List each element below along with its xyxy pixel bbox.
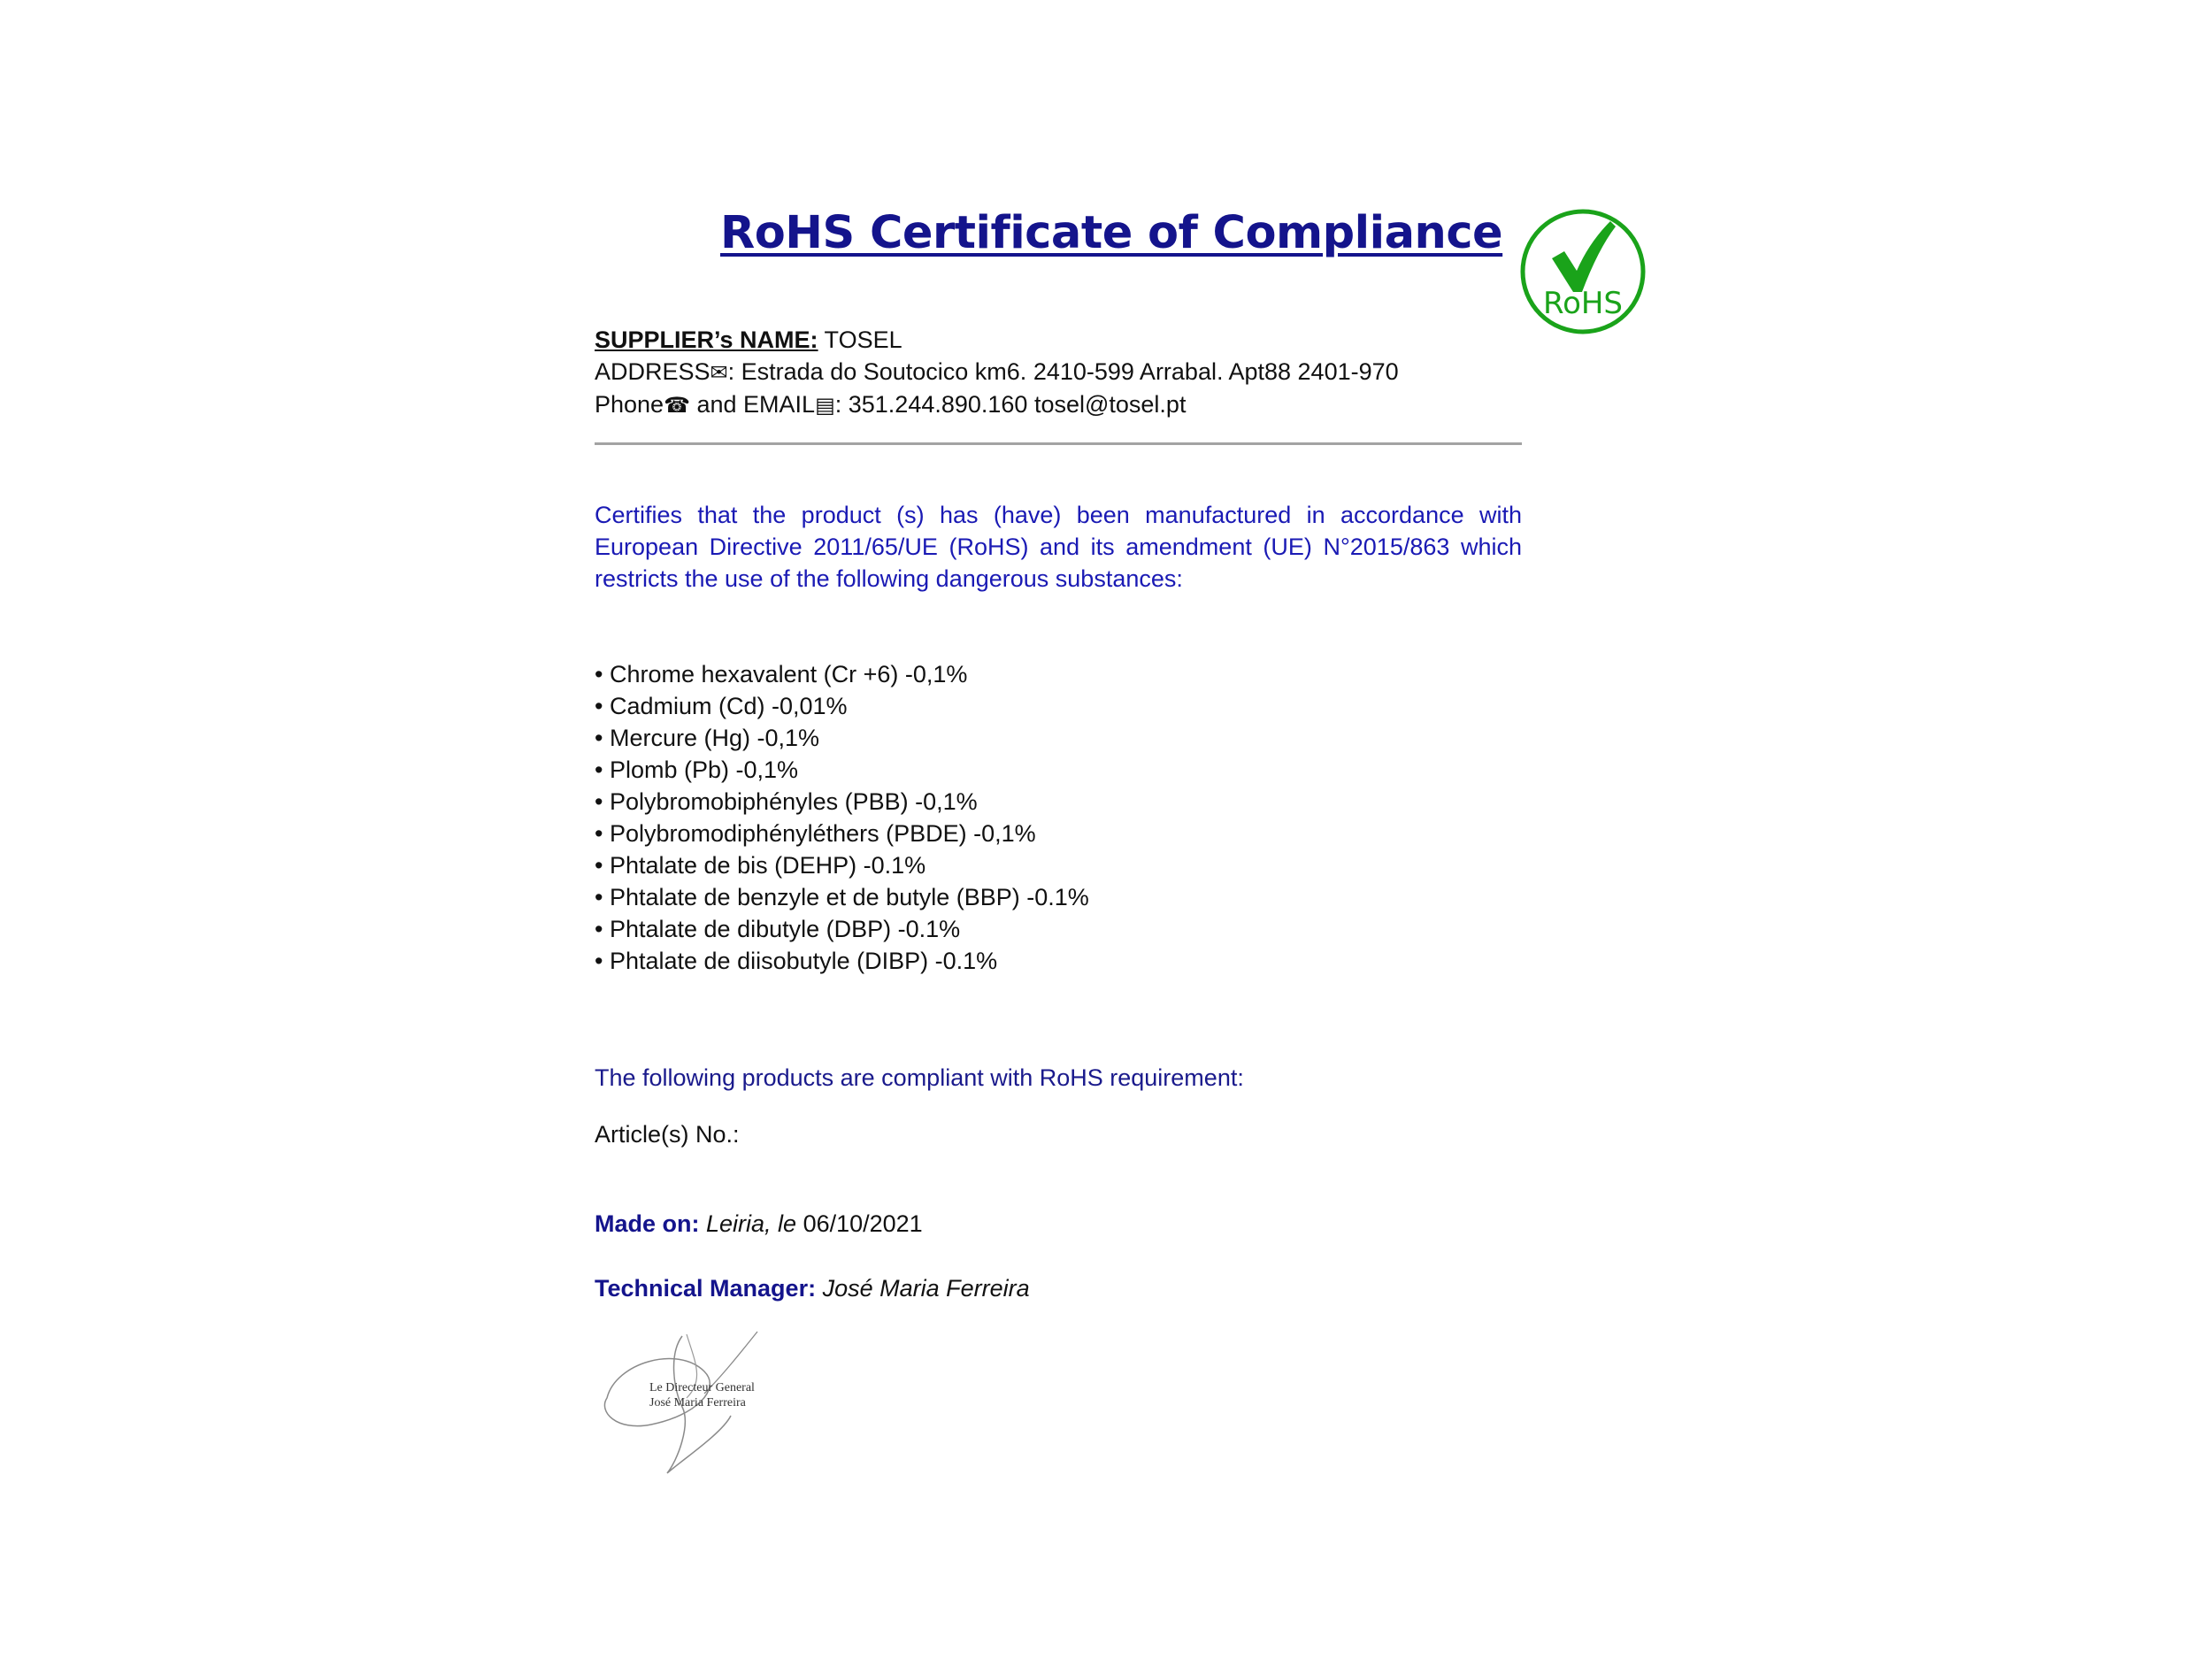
- list-item: • Phtalate de dibutyle (DBP) -0.1%: [595, 913, 1479, 945]
- envelope-icon: ✉: [710, 360, 728, 385]
- made-on-label: Made on:: [595, 1210, 700, 1237]
- page-title: RoHS Certificate of Compliance: [720, 207, 1503, 259]
- contact-value: : 351.244.890.160 tosel@tosel.pt: [834, 391, 1187, 418]
- list-item: • Phtalate de bis (DEHP) -0.1%: [595, 849, 1479, 881]
- address-value: : Estrada do Soutocico km6. 2410-599 Arrabal. Apt88 2401-970: [727, 358, 1399, 385]
- rohs-check-icon: [1518, 207, 1647, 336]
- made-on-date: 06/10/2021: [796, 1210, 923, 1237]
- divider: [595, 442, 1522, 445]
- address-label: ADDRESS: [595, 358, 710, 385]
- phone-label: Phone: [595, 391, 664, 418]
- made-on-place: Leiria, le: [699, 1210, 797, 1237]
- list-item: • Polybromobiphényles (PBB) -0,1%: [595, 786, 1479, 818]
- list-item: • Plomb (Pb) -0,1%: [595, 754, 1479, 786]
- list-item: • Phtalate de diisobutyle (DIBP) -0.1%: [595, 945, 1479, 977]
- compliance-statement: The following products are compliant with RoHS requirement:: [595, 1064, 1244, 1091]
- technical-manager-row: [595, 1272, 1030, 1304]
- substance-list: [595, 658, 1479, 977]
- telephone-icon: ☎: [664, 393, 690, 418]
- address-row: [595, 356, 1532, 388]
- list-item: • Phtalate de benzyle et de butyle (BBP) -0.1%: [595, 881, 1479, 913]
- supplier-name-label: SUPPLIER’s NAME:: [595, 326, 818, 353]
- articles-label: Article(s) No.:: [595, 1121, 740, 1148]
- supplier-info: [595, 324, 1532, 421]
- technical-manager-label: Technical Manager:: [595, 1275, 817, 1302]
- list-item: • Polybromodiphényléthers (PBDE) -0,1%: [595, 818, 1479, 849]
- computer-icon: ▤: [815, 393, 835, 418]
- list-item: • Cadmium (Cd) -0,01%: [595, 690, 1479, 722]
- rohs-logo-text: RoHS: [1542, 286, 1624, 321]
- certification-statement: Certifies that the product (s) has (have) been manufactured in accordance with European Directive 2011/65/UE (RoHS) and its amendment (UE) N°2015/863 which restricts the use of the following dangerous substances:: [595, 502, 1522, 592]
- made-on-row: [595, 1208, 923, 1240]
- signature-line-1: Le Directeur General: [649, 1381, 755, 1394]
- supplier-name-row: [595, 324, 1532, 356]
- contact-row: [595, 388, 1532, 421]
- supplier-name-value: TOSEL: [818, 326, 902, 353]
- technical-manager-name: José Maria Ferreira: [816, 1275, 1030, 1302]
- email-label: and EMAIL: [689, 391, 816, 418]
- signature-line-2: José Maria Ferreira: [649, 1396, 746, 1409]
- list-item: • Chrome hexavalent (Cr +6) -0,1%: [595, 658, 1479, 690]
- signature-stamp: [598, 1327, 784, 1478]
- list-item: • Mercure (Hg) -0,1%: [595, 722, 1479, 754]
